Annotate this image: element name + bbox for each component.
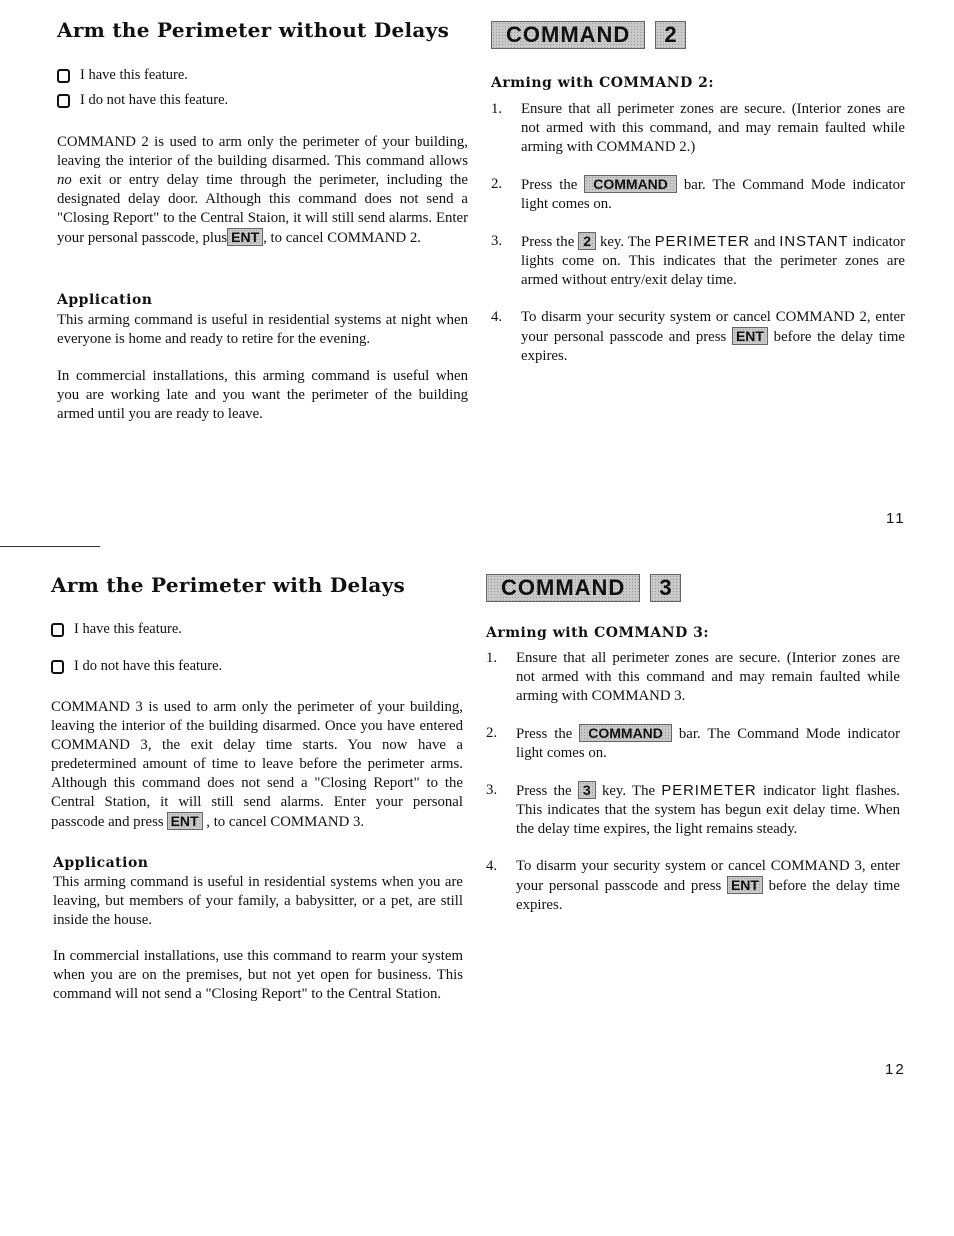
page11-application-1: This arming command is useful in residential systems at night when everyone is home and ready to retire for the evening. [57, 312, 468, 347]
step [491, 232, 905, 290]
page11-number: 11 [886, 510, 906, 527]
step [491, 175, 905, 214]
command-number-badge: 3 [650, 574, 680, 602]
step-text: To disarm your security system or cancel COMMAND 2, enter your personal passcode and press ENT before the delay time expires. [521, 309, 905, 364]
checkbox-label: I do not have this feature. [80, 92, 229, 108]
step-number: 3. [486, 782, 498, 798]
page12-application-2: In commercial installations, use this command to rearm your system when you are on the premises, but not yet open for business. This command will not send a "Closing Report" to the Central Station. [53, 948, 463, 1002]
page12-checkbox-have[interactable] [51, 621, 182, 638]
page12-intro [51, 698, 463, 832]
checkbox-icon[interactable] [51, 623, 64, 637]
page12-command-header [486, 574, 681, 602]
command-badge: COMMAND [491, 21, 645, 49]
step-number: 1. [491, 101, 503, 117]
command-key-badge: COMMAND [584, 175, 677, 193]
step-number: 2. [486, 725, 498, 741]
page12-checkbox-not[interactable] [51, 658, 222, 675]
page11-command-header [491, 21, 686, 49]
checkbox-label: I have this feature. [80, 67, 188, 83]
step-text: Press the COMMAND bar. The Command Mode indicator light comes on. [521, 176, 905, 212]
command-badge: COMMAND [486, 574, 640, 602]
intro-text: , to cancel COMMAND 3. [202, 814, 365, 830]
page11-arming-heading: Arming with COMMAND 2: [491, 75, 715, 91]
ent-key-badge: ENT [227, 228, 263, 246]
step-text: Press the 2 key. The PERIMETER and INSTANT indicator lights come on. This indicates that the perimeter zones are armed without entry/exit delay time. [521, 233, 906, 288]
page12-title: Arm the Perimeter with Delays [51, 573, 406, 597]
ent-key-badge: ENT [167, 812, 203, 830]
step-number: 4. [491, 309, 503, 325]
page11-application-2: In commercial installations, this arming command is useful when you are working late and you want the perimeter of the building armed until you are ready to leave. [57, 368, 468, 422]
number-key-badge: 3 [578, 781, 596, 799]
checkbox-label: I do not have this feature. [74, 658, 223, 674]
step-number: 3. [491, 233, 503, 249]
command-number-badge: 2 [655, 21, 685, 49]
ent-key-badge: ENT [732, 327, 768, 345]
step [486, 781, 900, 839]
page12-steps [486, 649, 900, 915]
page12-application-heading: Application [53, 855, 149, 871]
checkbox-icon[interactable] [57, 94, 70, 108]
page12-arming-heading: Arming with COMMAND 3: [486, 625, 710, 641]
step-number: 1. [486, 650, 498, 666]
step [486, 857, 900, 915]
intro-emphasis: no [57, 172, 72, 188]
page11-steps [491, 100, 905, 366]
step-text: Press the COMMAND bar. The Command Mode indicator light comes on. [516, 725, 900, 761]
page-divider [0, 546, 100, 547]
step-text: Ensure that all perimeter zones are secure. (Interior zones are not armed with this command and may remain faulted while arming with COMMAND 3. [516, 650, 900, 704]
page12-number: 12 [885, 1061, 906, 1078]
page12-application-1: This arming command is useful in residential systems when you are leaving, but members of your family, a babysitter, or a pet, are still inside the house. [53, 874, 463, 928]
step-text: Ensure that all perimeter zones are secure. (Interior zones are not armed with this command, and may remain faulted while arming with COMMAND 2.) [521, 101, 905, 155]
page11-title: Arm the Perimeter without Delays [57, 18, 450, 42]
checkbox-label: I have this feature. [74, 621, 182, 637]
intro-text: COMMAND 3 is used to arm only the perimeter of your building, leaving the interior of the building disarmed. Once you have entered COMMAND 3, the exit delay time starts. You now have a predetermined amount of time to leave before the perimeter arms. Although this command does not send a "Closing Report" to the Central Station, it will still send alarms. Enter your personal passcode and press [51, 699, 463, 830]
page11-checkbox-have[interactable] [57, 67, 188, 84]
page11-application-heading: Application [57, 292, 153, 308]
step [491, 100, 905, 157]
intro-text: , to cancel COMMAND 2. [263, 230, 421, 246]
ent-key-badge: ENT [727, 876, 763, 894]
page11-checkbox-not[interactable] [57, 92, 228, 109]
checkbox-icon[interactable] [57, 69, 70, 83]
page11-intro [57, 133, 468, 248]
step [486, 649, 900, 706]
intro-text: COMMAND 2 is used to arm only the perimeter of your building, leaving the interior of the building disarmed. This command allows [57, 134, 468, 169]
step-text: To disarm your security system or cancel COMMAND 3, enter your personal passcode and press ENT before the delay time expires. [516, 858, 900, 913]
command-key-badge: COMMAND [579, 724, 672, 742]
step [486, 724, 900, 763]
number-key-badge: 2 [578, 232, 596, 250]
intro-text: exit or entry delay time through the perimeter, including the designated delay door. Although this command does not send a "Closing Report" to the Central Staion, it will still send alarms. Enter your personal passcode, plus [57, 172, 468, 246]
step-number: 2. [491, 176, 503, 192]
step [491, 308, 905, 366]
step-number: 4. [486, 858, 498, 874]
step-text: Press the 3 key. The PERIMETER indicator light flashes. This indicates that the system has begun exit delay time. When the delay time expires, the light remains steady. [516, 782, 901, 837]
checkbox-icon[interactable] [51, 660, 64, 674]
